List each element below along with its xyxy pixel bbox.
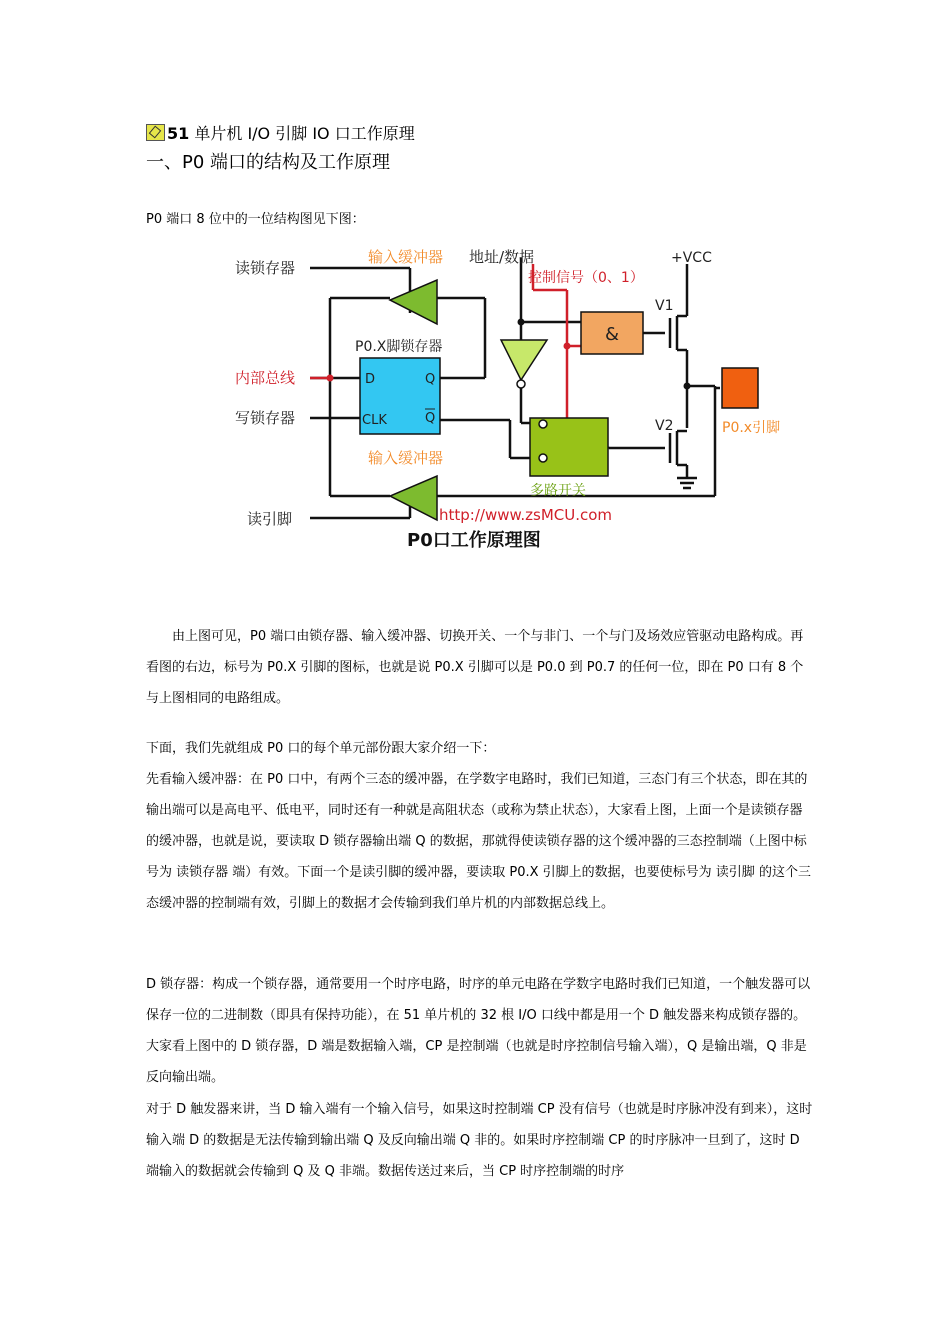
edit-icon xyxy=(146,124,165,141)
input-buffer-bottom xyxy=(390,476,437,520)
paragraph-3: 先看输入缓冲器：在 P0 口中，有两个三态的缓冲器，在学数字电路时，我们已知道，三态门有三个状态，即在其的输出端可以是高电平、低电平，同时还有一种就是高阻状态（或称为禁止状态），大家看上图，上面一个是读锁存器的缓冲器，也就是说，要读取 D 锁存器输出端 Q 的数据，那就得使读锁存器的这个缓冲器的三态控制端（上图中标号为 读锁存器 端）有效。下面一个是读引脚的缓冲器，要读取 P0.X 引脚上的数据，也要使标号为 读引脚 的这个三态缓冲器的控制端有效，引脚上的数据才会传输到我们单片机的内部数据总线上。 xyxy=(146,772,811,911)
label-d: D xyxy=(365,372,376,387)
label-v1: V1 xyxy=(655,298,674,314)
label-q: Q xyxy=(425,372,436,387)
input-buffer-top xyxy=(390,280,437,324)
paragraph-2: 下面，我们先就组成 P0 口的每个单元部份跟大家介绍一下： xyxy=(146,741,496,756)
paragraph-4: D 锁存器：构成一个锁存器，通常要用一个时序电路，时序的单元电路在学数字电路时我们已知道，一个触发器可以保存一位的二进制数（即具有保持功能），在 51 单片机的 32 根 I/O 口线中都是用一个 D 触发器来构成锁存器的。大家看上图中的 D 锁存器，D 端是数据输入端，CP 是控制端（也就是时序控制信号输入端），Q 是输出端，Q 非是反向输出端。 xyxy=(146,977,811,1085)
label-vcc: +VCC xyxy=(671,250,712,266)
label-pin: P0.x引脚 xyxy=(722,420,781,436)
label-input-buffer-bottom: 输入缓冲器 xyxy=(368,449,444,467)
label-read-pin: 读引脚 xyxy=(247,510,293,528)
p0-circuit-diagram xyxy=(225,238,800,558)
label-clk: CLK xyxy=(362,413,387,428)
diagram-title: P0口工作原理图 xyxy=(407,530,541,551)
label-control-signal: 控制信号（0、1） xyxy=(528,270,644,286)
label-input-buffer-top: 输入缓冲器 xyxy=(368,248,444,266)
label-internal-bus: 内部总线 xyxy=(235,369,296,387)
label-addr-data: 地址/数据 xyxy=(469,248,535,266)
document-title: 51 单片机 I/O 引脚 IO 口工作原理 xyxy=(146,121,415,144)
label-v2: V2 xyxy=(655,418,674,434)
label-url: http://www.zsMCU.com xyxy=(439,506,613,524)
pin-box xyxy=(722,368,758,408)
label-and: & xyxy=(605,324,620,345)
inverter xyxy=(501,340,547,380)
paragraph-5: 对于 D 触发器来讲，当 D 输入端有一个输入信号，如果这时控制端 CP 没有信号（也就是时序脉冲没有到来），这时输入端 D 的数据是无法传输到输出端 Q 及反向输出端 Q 非的。如果时序控制端 CP 的时序脉冲一旦到了，这时 D 端输入的数据就会传输到 Q 及 Q 非端。数据传送过来后，当 CP 时序控制端的时序 xyxy=(146,1102,813,1179)
paragraph-1: 由上图可见，P0 端口由锁存器、输入缓冲器、切换开关、一个与非门、一个与门及场效应管驱动电路构成。再看图的右边，标号为 P0.X 引脚的图标，也就是说 P0.X 引脚可以是 P0.0 到 P0.7 的任何一位，即在 P0 口有 8 个与上图相同的电路组成。 xyxy=(146,629,804,706)
label-qbar: Q xyxy=(425,411,436,426)
figure-caption: P0 端口 8 位中的一位结构图见下图： xyxy=(146,212,365,227)
label-read-latch: 读锁存器 xyxy=(235,259,296,277)
label-mux: 多路开关 xyxy=(530,483,586,499)
label-latch-title: P0.X脚锁存器 xyxy=(355,339,443,355)
section-heading: 一、P0 端口的结构及工作原理 xyxy=(146,152,391,173)
label-write-latch: 写锁存器 xyxy=(235,409,296,427)
